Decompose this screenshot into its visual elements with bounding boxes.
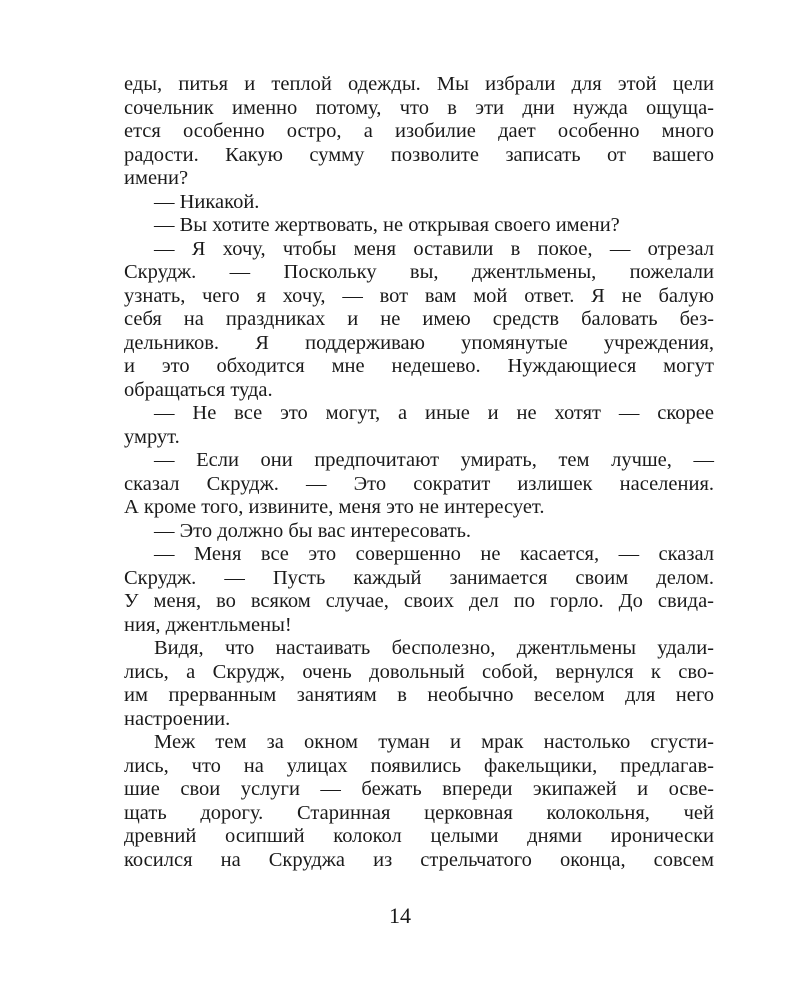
body-text xyxy=(124,73,714,872)
page-number: 14 xyxy=(389,903,411,928)
text-line: Скрудж. — Пусть каждый занимается своим делом. xyxy=(124,566,714,589)
text-line: У меня, во всяком случае, своих дел по горло. До свида- xyxy=(124,590,714,612)
text-line: дельников. Я поддерживаю упомянутые учреждения, xyxy=(124,331,714,354)
text-line: обращаться туда. xyxy=(124,378,273,401)
text-line: Скрудж. — Поскольку вы, джентльмены, пожелали xyxy=(124,261,714,283)
text-line: щать дорогу. Старинная церковная колокольня, чей xyxy=(124,801,714,824)
text-line: узнать, чего я хочу, — вот вам мой ответ. Я не балую xyxy=(124,284,714,307)
text-line: имени? xyxy=(124,167,189,189)
text-line: — Если они предпочитают умирать, тем лучше, — xyxy=(154,449,714,471)
text-line: ния, джентльмены! xyxy=(124,613,292,636)
text-line: А кроме того, извините, меня это не интересует. xyxy=(124,496,545,518)
text-line: сочельник именно потому, что в эти дни нужда ощуща- xyxy=(124,96,714,119)
text-line: умрут. xyxy=(124,425,180,448)
text-line: лись, а Скрудж, очень довольный собой, вернулся к сво- xyxy=(124,660,714,683)
text-line: еды, питья и теплой одежды. Мы избрали для этой цели xyxy=(124,73,714,95)
text-line: — Я хочу, чтобы меня оставили в покое, — отрезал xyxy=(154,237,714,260)
text-line: — Меня все это совершенно не касается, — сказал xyxy=(154,543,714,565)
text-line: шие свои услуги — бежать впереди экипажей и осве- xyxy=(124,778,714,800)
text-line: Видя, что настаивать бесполезно, джентльмены удали- xyxy=(154,637,714,659)
text-line: — Никакой. xyxy=(154,190,260,213)
text-line: лись, что на улицах появились факельщики, предлагав- xyxy=(124,754,714,777)
text-line: Меж тем за окном туман и мрак настолько сгусти- xyxy=(154,731,714,753)
text-line: настроении. xyxy=(124,707,231,730)
text-line: — Это должно бы вас интересовать. xyxy=(154,519,472,542)
text-line: им прерванным занятиям в необычно веселом для него xyxy=(124,684,714,706)
text-line: древний осипший колокол целыми днями иронически xyxy=(124,825,714,847)
text-line: — Не все это могут, а иные и не хотят — скорее xyxy=(154,402,714,424)
text-line: сказал Скрудж. — Это сократит излишек населения. xyxy=(124,472,714,495)
text-line: ется особенно остро, а изобилие дает особенно много xyxy=(124,120,714,142)
text-line: — Вы хотите жертвовать, не открывая своего имени? xyxy=(154,214,620,236)
text-line: и это обходится мне недешево. Нуждающиеся могут xyxy=(124,355,714,377)
text-line: косился на Скруджа из стрельчатого оконца, совсем xyxy=(124,848,714,871)
text-line: себя на праздниках и не имею средств баловать без- xyxy=(124,308,714,330)
text-line: радости. Какую сумму позволите записать от вашего xyxy=(124,143,714,166)
